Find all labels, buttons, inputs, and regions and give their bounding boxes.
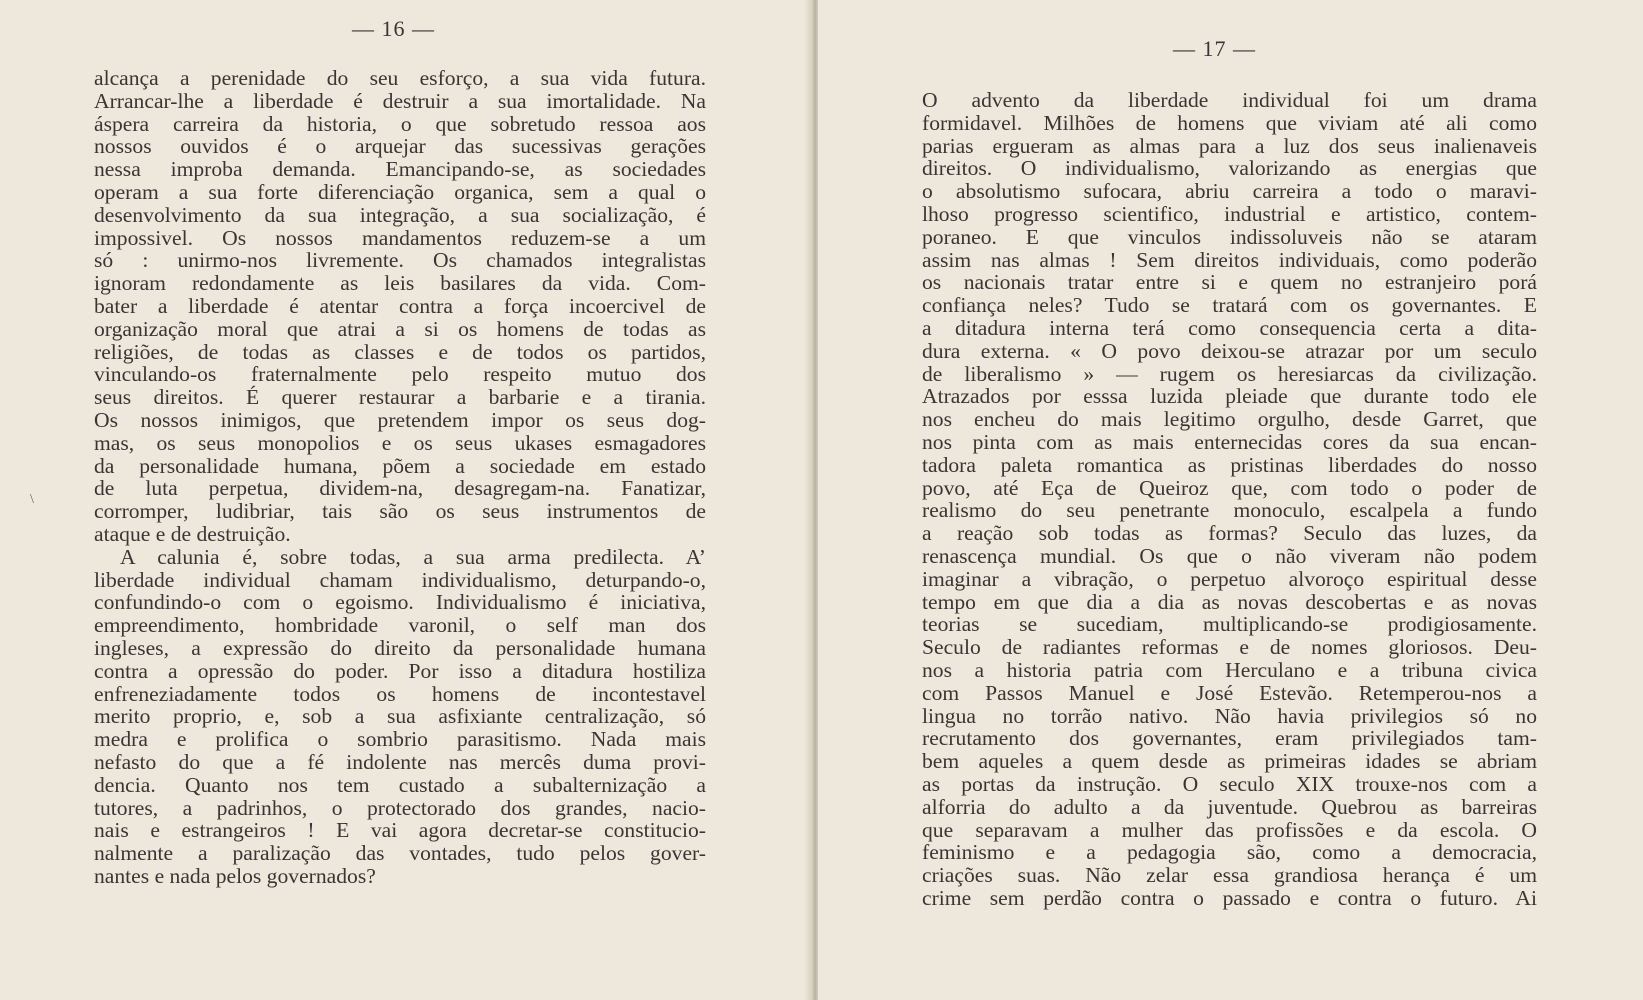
text-line: que separavam a mulher das profissões e da escola. O [922, 817, 1537, 842]
text-line: nantes e nada pelos governados? [94, 863, 376, 888]
text-line: a reação sob todas as formas? Seculo das luzes, da [922, 521, 1537, 546]
left-page-body [94, 67, 706, 888]
text-line: tutores, a padrinhos, o protectorado dos grandes, nacio- [94, 795, 706, 820]
text-line: nossos ouvidos é o arquejar das sucessivas gerações [94, 134, 706, 159]
page-number-17: — 17 — [1173, 36, 1256, 61]
text-line: ataque e de destruição. [94, 521, 291, 546]
text-line: O advento da liberdade individual foi um drama [922, 88, 1537, 112]
text-line: Arrancar-lhe a liberdade é destruir a sua imortalidade. Na [94, 88, 706, 113]
text-line: nos pinta com as mais enternecidas cores da sua encan- [922, 429, 1537, 454]
text-line: Atrazados por esssa luzida pleiade que durante todo ele [922, 384, 1537, 409]
text-line: tempo em que dia a dia as novas descobertas e as novas [922, 589, 1537, 614]
text-line: lingua no torrão nativo. Não havia privilegios só no [922, 703, 1537, 728]
text-line: dura externa. « O povo deixou-se atrazar por um seculo [922, 338, 1537, 363]
text-line: religiões, de todas as classes e de todos os partidos, [94, 339, 706, 364]
text-line: enfreneziadamente todos os homens de incontestavel [94, 681, 706, 706]
text-line: áspera carreira da historia, o que sobretudo ressoa aos [94, 111, 706, 136]
text-line: seus direitos. É querer restaurar a barbarie e a tirania. [94, 385, 706, 410]
text-line: os nacionais tratar entre si e quem no estranjeiro porá [922, 270, 1537, 295]
text-line: a ditadura interna terá como consequencia certa a dita- [922, 315, 1537, 340]
text-line: desenvolvimento da sua integração, a sua socialização, é [94, 202, 706, 227]
text-line: operam a sua forte diferenciação organica, sem a qual o [94, 179, 706, 204]
text-line: parias ergueram as almas para a luz dos seus inalienaveis [922, 133, 1537, 158]
text-line: assim nas almas ! Sem direitos individuais, como poderão [922, 247, 1537, 272]
text-line: Seculo de radiantes reformas e de nomes gloriosos. Deu- [922, 635, 1537, 660]
text-line: impossivel. Os nossos mandamentos reduzem-se a um [94, 225, 706, 250]
text-line: mas, os seus monopolios e os seus ukases esmagadores [94, 430, 706, 455]
text-line: organização moral que atrai a si os homens de todas as [94, 316, 706, 341]
text-line: feminismo e a pedagogia são, como a democracia, [922, 840, 1537, 865]
margin-mark: \ [30, 492, 34, 507]
text-line: vinculando-os fraternalmente pelo respeito mutuo dos [94, 362, 706, 387]
text-line: bater a liberdade é atentar contra a força incoercivel de [94, 293, 706, 318]
text-line: nefasto do que a fé indolente nas mercês duma provi- [94, 749, 706, 774]
right-page [818, 0, 1643, 1000]
text-line: crime sem perdão contra o passado e contra o futuro. Ai [922, 885, 1537, 910]
text-line: dencia. Quanto nos tem custado a subalternização a [94, 772, 706, 797]
text-line: com Passos Manuel e José Estevão. Retemperou-nos a [922, 680, 1537, 705]
text-line: nalmente a paralização das vontades, tudo pelos gover- [94, 841, 706, 866]
text-line: nais e estrangeiros ! E vai agora decretar-se constitucio- [94, 818, 706, 843]
text-line: de liberalismo » — rugem os heresiarcas da civilização. [922, 361, 1537, 386]
text-line: o absolutismo sufocara, abriu carreira a todo o maravi- [922, 179, 1537, 204]
text-line: nessa improba demanda. Emancipando-se, as sociedades [94, 157, 706, 182]
text-line: recrutamento dos governantes, eram privilegiados tam- [922, 726, 1537, 751]
text-line: corromper, ludibriar, tais são os seus instrumentos de [94, 499, 706, 524]
text-line: medra e prolifica o sombrio parasitismo. Nada mais [94, 727, 706, 752]
text-line: renascença mundial. Os que o não viveram não podem [922, 543, 1537, 568]
text-line: imaginar a vibração, o perpetuo alvoroço espiritual desse [922, 566, 1537, 591]
text-line: tadora paleta romantica as pristinas liberdades do nosso [922, 452, 1537, 477]
text-line: teorias se sucediam, multiplicando-se prodigiosamente. [922, 612, 1537, 637]
text-line: as portas da instrução. O seculo XIX trouxe-nos com a [922, 771, 1537, 796]
text-line: formidavel. Milhões de homens que viviam até ali como [922, 110, 1537, 135]
text-line: nos encheu do mais legitimo orgulho, desde Garret, que [922, 407, 1537, 432]
text-line: A calunia é, sobre todas, a sua arma predilecta. A’ [120, 544, 706, 569]
text-line: alforria do adulto a da juventude. Quebrou as barreiras [922, 794, 1537, 819]
page-number-16: — 16 — [352, 16, 435, 41]
text-line: confundindo-o com o egoismo. Individualismo é iniciativa, [94, 590, 706, 615]
text-line: nos a historia patria com Herculano e a tribuna civica [922, 657, 1537, 682]
text-line: povo, até Eça de Queiroz que, com todo o poder de [922, 475, 1537, 500]
text-line: da personalidade humana, põem a sociedade em estado [94, 453, 706, 478]
text-line: confiança neles? Tudo se tratará com os governantes. E [922, 293, 1537, 318]
text-line: contra a opressão do poder. Por isso a ditadura hostiliza [94, 658, 706, 683]
text-line: criações suas. Não zelar essa grandiosa herança é um [922, 863, 1537, 888]
text-line: direitos. O individualismo, valorizando as energias que [922, 156, 1537, 181]
left-page [0, 0, 812, 1000]
text-line: ignoram redondamente as leis basilares da vida. Com- [94, 271, 706, 296]
right-page-body [922, 89, 1537, 910]
text-line: só : unirmo-nos livremente. Os chamados integralistas [94, 248, 706, 273]
text-line: lhoso progresso scientifico, industrial e artistico, contem- [922, 201, 1537, 226]
text-line: merito proprio, e, sob a sua asfixiante centralização, só [94, 704, 706, 729]
text-line: alcança a perenidade do seu esforço, a sua vida futura. [94, 66, 706, 90]
text-line: Os nossos inimigos, que pretendem impor os seus dog- [94, 407, 706, 432]
text-line: de luta perpetua, dividem-na, desagregam-na. Fanatizar, [94, 476, 706, 501]
text-line: liberdade individual chamam individualismo, deturpando-o, [94, 567, 706, 592]
text-line: ingleses, a expressão do direito da personalidade humana [94, 635, 706, 660]
text-line: bem aqueles a quem desde as primeiras idades se abriam [922, 749, 1537, 774]
text-line: empreendimento, hombridade varonil, o self man dos [94, 613, 706, 638]
text-line: poraneo. E que vinculos indissoluveis não se ataram [922, 224, 1537, 249]
text-line: realismo do seu penetrante monoculo, escalpela a fundo [922, 498, 1537, 523]
